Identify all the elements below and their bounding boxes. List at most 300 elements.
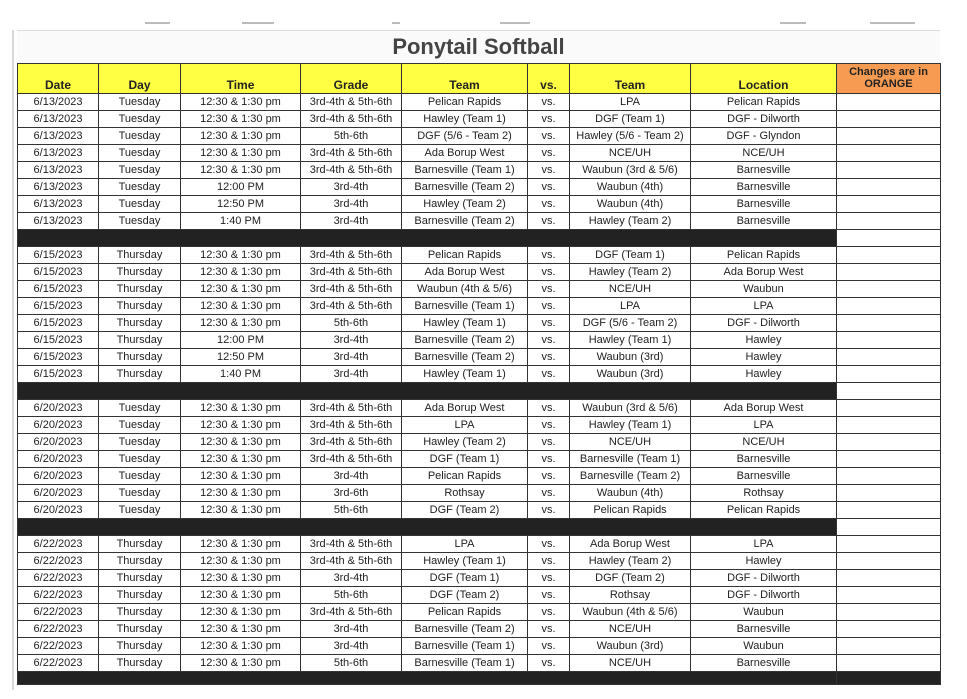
date-cell: 6/13/2023	[18, 145, 99, 162]
day-cell: Tuesday	[99, 145, 181, 162]
vs-cell: vs.	[528, 145, 570, 162]
team-away-cell: NCE/UH	[570, 281, 691, 298]
date-cell: 6/20/2023	[18, 434, 99, 451]
location-cell: Waubun	[691, 281, 837, 298]
location-cell: NCE/UH	[691, 145, 837, 162]
team-away-cell: Waubun (4th)	[570, 179, 691, 196]
vs-cell: vs.	[528, 281, 570, 298]
header-time: Time	[181, 64, 301, 94]
team-home-cell: Ada Borup West	[402, 145, 528, 162]
separator-row	[18, 383, 941, 400]
team-away-cell: Hawley (Team 1)	[570, 332, 691, 349]
day-cell: Thursday	[99, 570, 181, 587]
date-cell: 6/15/2023	[18, 315, 99, 332]
team-home-cell: Pelican Rapids	[402, 468, 528, 485]
table-row	[18, 536, 941, 553]
table-row	[18, 111, 941, 128]
grade-cell: 3rd-4th & 5th-6th	[301, 162, 402, 179]
header-changes: Changes are in ORANGE	[837, 64, 941, 94]
team-away-cell: DGF (Team 1)	[570, 247, 691, 264]
team-away-cell: NCE/UH	[570, 434, 691, 451]
changes-cell	[837, 553, 941, 570]
schedule-body	[18, 94, 941, 685]
team-away-cell: Rothsay	[570, 587, 691, 604]
grade-cell: 3rd-4th	[301, 366, 402, 383]
team-away-cell: Waubun (3rd & 5/6)	[570, 162, 691, 179]
date-cell: 6/13/2023	[18, 128, 99, 145]
grade-cell: 3rd-4th & 5th-6th	[301, 553, 402, 570]
table-row	[18, 162, 941, 179]
team-away-cell: DGF (5/6 - Team 2)	[570, 315, 691, 332]
team-home-cell: Pelican Rapids	[402, 94, 528, 111]
date-cell: 6/22/2023	[18, 536, 99, 553]
date-cell: 6/15/2023	[18, 349, 99, 366]
table-row	[18, 485, 941, 502]
location-cell: Ada Borup West	[691, 400, 837, 417]
location-cell: DGF - Glyndon	[691, 128, 837, 145]
changes-cell	[837, 196, 941, 213]
day-cell: Thursday	[99, 298, 181, 315]
grade-cell: 3rd-4th	[301, 349, 402, 366]
grade-cell: 3rd-6th	[301, 485, 402, 502]
table-row	[18, 315, 941, 332]
location-cell: Barnesville	[691, 468, 837, 485]
location-cell: Barnesville	[691, 451, 837, 468]
date-cell: 6/20/2023	[18, 468, 99, 485]
team-home-cell: Hawley (Team 1)	[402, 315, 528, 332]
location-cell: LPA	[691, 417, 837, 434]
location-cell: DGF - Dilworth	[691, 587, 837, 604]
vs-cell: vs.	[528, 638, 570, 655]
team-away-cell: Barnesville (Team 2)	[570, 468, 691, 485]
header-grade: Grade	[301, 64, 402, 94]
grade-cell: 3rd-4th & 5th-6th	[301, 247, 402, 264]
header-location: Location	[691, 64, 837, 94]
team-away-cell: NCE/UH	[570, 655, 691, 672]
time-cell: 12:30 & 1:30 pm	[181, 570, 301, 587]
header-day: Day	[99, 64, 181, 94]
day-cell: Tuesday	[99, 162, 181, 179]
location-cell: Barnesville	[691, 179, 837, 196]
grade-cell: 3rd-4th & 5th-6th	[301, 298, 402, 315]
day-cell: Tuesday	[99, 434, 181, 451]
vs-cell: vs.	[528, 366, 570, 383]
grade-cell: 5th-6th	[301, 587, 402, 604]
changes-cell	[837, 604, 941, 621]
table-row	[18, 349, 941, 366]
vs-cell: vs.	[528, 332, 570, 349]
team-home-cell: Hawley (Team 2)	[402, 434, 528, 451]
time-cell: 12:30 & 1:30 pm	[181, 587, 301, 604]
time-cell: 12:30 & 1:30 pm	[181, 621, 301, 638]
separator-row	[18, 672, 941, 685]
team-home-cell: Barnesville (Team 1)	[402, 162, 528, 179]
vs-cell: vs.	[528, 128, 570, 145]
changes-cell	[837, 570, 941, 587]
team-home-cell: Pelican Rapids	[402, 247, 528, 264]
day-cell: Thursday	[99, 553, 181, 570]
vs-cell: vs.	[528, 621, 570, 638]
date-cell: 6/13/2023	[18, 111, 99, 128]
team-away-cell: Hawley (Team 2)	[570, 264, 691, 281]
team-home-cell: LPA	[402, 536, 528, 553]
day-cell: Tuesday	[99, 213, 181, 230]
grade-cell: 3rd-4th & 5th-6th	[301, 264, 402, 281]
date-cell: 6/20/2023	[18, 502, 99, 519]
changes-cell	[837, 145, 941, 162]
day-cell: Thursday	[99, 638, 181, 655]
table-row	[18, 570, 941, 587]
grade-cell: 5th-6th	[301, 128, 402, 145]
day-cell: Tuesday	[99, 417, 181, 434]
table-row	[18, 366, 941, 383]
table-row	[18, 213, 941, 230]
grade-cell: 5th-6th	[301, 655, 402, 672]
table-row	[18, 434, 941, 451]
table-row	[18, 179, 941, 196]
grade-cell: 5th-6th	[301, 315, 402, 332]
changes-cell	[837, 332, 941, 349]
location-cell: Waubun	[691, 638, 837, 655]
table-row	[18, 145, 941, 162]
time-cell: 12:50 PM	[181, 349, 301, 366]
location-cell: Hawley	[691, 553, 837, 570]
table-row	[18, 417, 941, 434]
vs-cell: vs.	[528, 502, 570, 519]
vs-cell: vs.	[528, 536, 570, 553]
location-cell: Hawley	[691, 332, 837, 349]
team-home-cell: Rothsay	[402, 485, 528, 502]
changes-cell	[837, 468, 941, 485]
date-cell: 6/15/2023	[18, 332, 99, 349]
grade-cell: 3rd-4th & 5th-6th	[301, 451, 402, 468]
location-cell: Barnesville	[691, 196, 837, 213]
team-home-cell: Hawley (Team 1)	[402, 111, 528, 128]
grade-cell: 3rd-4th	[301, 468, 402, 485]
table-row	[18, 553, 941, 570]
changes-cell	[837, 536, 941, 553]
team-away-cell: DGF (Team 2)	[570, 570, 691, 587]
grade-cell: 3rd-4th	[301, 621, 402, 638]
table-row	[18, 281, 941, 298]
grade-cell: 3rd-4th & 5th-6th	[301, 604, 402, 621]
separator-row	[18, 519, 941, 536]
vs-cell: vs.	[528, 468, 570, 485]
date-cell: 6/22/2023	[18, 621, 99, 638]
changes-cell	[837, 400, 941, 417]
team-away-cell: Hawley (Team 1)	[570, 417, 691, 434]
date-cell: 6/15/2023	[18, 247, 99, 264]
vs-cell: vs.	[528, 587, 570, 604]
time-cell: 12:30 & 1:30 pm	[181, 485, 301, 502]
team-home-cell: Barnesville (Team 1)	[402, 298, 528, 315]
day-cell: Thursday	[99, 332, 181, 349]
day-cell: Tuesday	[99, 485, 181, 502]
changes-cell	[837, 485, 941, 502]
table-row	[18, 128, 941, 145]
location-cell: LPA	[691, 536, 837, 553]
changes-cell	[837, 417, 941, 434]
vs-cell: vs.	[528, 196, 570, 213]
table-row	[18, 264, 941, 281]
changes-cell	[837, 264, 941, 281]
time-cell: 12:30 & 1:30 pm	[181, 434, 301, 451]
time-cell: 12:30 & 1:30 pm	[181, 281, 301, 298]
team-home-cell: Pelican Rapids	[402, 604, 528, 621]
changes-cell	[837, 111, 941, 128]
team-home-cell: Barnesville (Team 2)	[402, 621, 528, 638]
grade-cell: 3rd-4th & 5th-6th	[301, 536, 402, 553]
changes-cell	[837, 672, 941, 685]
changes-cell	[837, 434, 941, 451]
grade-cell: 3rd-4th	[301, 179, 402, 196]
scan-edge	[12, 30, 14, 690]
time-cell: 12:30 & 1:30 pm	[181, 468, 301, 485]
location-cell: Barnesville	[691, 655, 837, 672]
table-row	[18, 638, 941, 655]
team-home-cell: Hawley (Team 1)	[402, 366, 528, 383]
date-cell: 6/20/2023	[18, 400, 99, 417]
day-cell: Thursday	[99, 281, 181, 298]
vs-cell: vs.	[528, 417, 570, 434]
time-cell: 12:30 & 1:30 pm	[181, 417, 301, 434]
table-row	[18, 604, 941, 621]
table-row	[18, 298, 941, 315]
team-away-cell: Barnesville (Team 1)	[570, 451, 691, 468]
vs-cell: vs.	[528, 94, 570, 111]
separator-bar	[18, 672, 837, 685]
changes-cell	[837, 621, 941, 638]
time-cell: 12:00 PM	[181, 332, 301, 349]
vs-cell: vs.	[528, 111, 570, 128]
time-cell: 12:30 & 1:30 pm	[181, 145, 301, 162]
location-cell: DGF - Dilworth	[691, 570, 837, 587]
table-row	[18, 400, 941, 417]
team-away-cell: LPA	[570, 94, 691, 111]
date-cell: 6/13/2023	[18, 162, 99, 179]
grade-cell: 3rd-4th & 5th-6th	[301, 111, 402, 128]
time-cell: 12:30 & 1:30 pm	[181, 638, 301, 655]
separator-bar	[18, 383, 837, 400]
day-cell: Thursday	[99, 587, 181, 604]
table-row	[18, 247, 941, 264]
vs-cell: vs.	[528, 400, 570, 417]
changes-cell	[837, 162, 941, 179]
team-away-cell: Ada Borup West	[570, 536, 691, 553]
team-home-cell: Barnesville (Team 2)	[402, 332, 528, 349]
vs-cell: vs.	[528, 434, 570, 451]
date-cell: 6/22/2023	[18, 604, 99, 621]
team-home-cell: LPA	[402, 417, 528, 434]
day-cell: Tuesday	[99, 94, 181, 111]
date-cell: 6/13/2023	[18, 196, 99, 213]
table-row	[18, 94, 941, 111]
date-cell: 6/22/2023	[18, 638, 99, 655]
changes-cell	[837, 655, 941, 672]
time-cell: 12:30 & 1:30 pm	[181, 162, 301, 179]
changes-cell	[837, 247, 941, 264]
day-cell: Thursday	[99, 604, 181, 621]
team-away-cell: Waubun (4th)	[570, 196, 691, 213]
team-home-cell: Barnesville (Team 2)	[402, 349, 528, 366]
grade-cell: 3rd-4th & 5th-6th	[301, 145, 402, 162]
team-home-cell: Barnesville (Team 1)	[402, 638, 528, 655]
day-cell: Tuesday	[99, 502, 181, 519]
header-row	[18, 64, 941, 94]
header-team-away: Team	[570, 64, 691, 94]
vs-cell: vs.	[528, 451, 570, 468]
changes-cell	[837, 383, 941, 400]
time-cell: 12:30 & 1:30 pm	[181, 298, 301, 315]
vs-cell: vs.	[528, 264, 570, 281]
day-cell: Tuesday	[99, 400, 181, 417]
time-cell: 12:30 & 1:30 pm	[181, 247, 301, 264]
team-home-cell: Barnesville (Team 2)	[402, 179, 528, 196]
team-away-cell: DGF (Team 1)	[570, 111, 691, 128]
team-away-cell: NCE/UH	[570, 621, 691, 638]
changes-cell	[837, 298, 941, 315]
team-home-cell: DGF (Team 1)	[402, 451, 528, 468]
day-cell: Thursday	[99, 264, 181, 281]
table-row	[18, 587, 941, 604]
grade-cell: 3rd-4th	[301, 638, 402, 655]
team-home-cell: DGF (Team 1)	[402, 570, 528, 587]
table-row	[18, 196, 941, 213]
date-cell: 6/22/2023	[18, 587, 99, 604]
date-cell: 6/22/2023	[18, 553, 99, 570]
team-home-cell: Hawley (Team 2)	[402, 196, 528, 213]
vs-cell: vs.	[528, 349, 570, 366]
separator-bar	[18, 519, 837, 536]
day-cell: Thursday	[99, 655, 181, 672]
grade-cell: 3rd-4th	[301, 332, 402, 349]
team-away-cell: NCE/UH	[570, 145, 691, 162]
grade-cell: 5th-6th	[301, 502, 402, 519]
team-away-cell: Waubun (3rd)	[570, 366, 691, 383]
header-date: Date	[18, 64, 99, 94]
table-row	[18, 502, 941, 519]
location-cell: Ada Borup West	[691, 264, 837, 281]
table-row	[18, 621, 941, 638]
date-cell: 6/22/2023	[18, 655, 99, 672]
grade-cell: 3rd-4th & 5th-6th	[301, 400, 402, 417]
day-cell: Tuesday	[99, 128, 181, 145]
changes-cell	[837, 638, 941, 655]
page-title: Ponytail Softball	[17, 30, 940, 63]
time-cell: 12:30 & 1:30 pm	[181, 451, 301, 468]
location-cell: Hawley	[691, 349, 837, 366]
changes-cell	[837, 128, 941, 145]
changes-cell	[837, 519, 941, 536]
team-home-cell: DGF (Team 2)	[402, 587, 528, 604]
team-away-cell: Waubun (4th & 5/6)	[570, 604, 691, 621]
vs-cell: vs.	[528, 553, 570, 570]
time-cell: 1:40 PM	[181, 213, 301, 230]
date-cell: 6/13/2023	[18, 94, 99, 111]
grade-cell: 3rd-4th	[301, 570, 402, 587]
header-team-home: Team	[402, 64, 528, 94]
vs-cell: vs.	[528, 485, 570, 502]
vs-cell: vs.	[528, 298, 570, 315]
time-cell: 12:50 PM	[181, 196, 301, 213]
separator-row	[18, 230, 941, 247]
table-row	[18, 655, 941, 672]
time-cell: 12:30 & 1:30 pm	[181, 264, 301, 281]
time-cell: 12:30 & 1:30 pm	[181, 536, 301, 553]
grade-cell: 3rd-4th & 5th-6th	[301, 417, 402, 434]
team-away-cell: Waubun (3rd)	[570, 349, 691, 366]
day-cell: Tuesday	[99, 451, 181, 468]
team-away-cell: LPA	[570, 298, 691, 315]
location-cell: Rothsay	[691, 485, 837, 502]
schedule-table	[17, 63, 941, 685]
team-away-cell: Hawley (Team 2)	[570, 553, 691, 570]
location-cell: LPA	[691, 298, 837, 315]
time-cell: 1:40 PM	[181, 366, 301, 383]
day-cell: Thursday	[99, 621, 181, 638]
team-away-cell: Hawley (Team 2)	[570, 213, 691, 230]
changes-cell	[837, 179, 941, 196]
day-cell: Thursday	[99, 366, 181, 383]
time-cell: 12:30 & 1:30 pm	[181, 604, 301, 621]
changes-cell	[837, 587, 941, 604]
day-cell: Thursday	[99, 247, 181, 264]
grade-cell: 3rd-4th	[301, 196, 402, 213]
time-cell: 12:30 & 1:30 pm	[181, 111, 301, 128]
location-cell: Barnesville	[691, 162, 837, 179]
time-cell: 12:30 & 1:30 pm	[181, 128, 301, 145]
team-away-cell: Waubun (3rd & 5/6)	[570, 400, 691, 417]
location-cell: DGF - Dilworth	[691, 315, 837, 332]
vs-cell: vs.	[528, 570, 570, 587]
grade-cell: 3rd-4th & 5th-6th	[301, 94, 402, 111]
team-away-cell: Waubun (4th)	[570, 485, 691, 502]
date-cell: 6/15/2023	[18, 264, 99, 281]
date-cell: 6/20/2023	[18, 485, 99, 502]
vs-cell: vs.	[528, 315, 570, 332]
vs-cell: vs.	[528, 179, 570, 196]
table-row	[18, 332, 941, 349]
location-cell: Hawley	[691, 366, 837, 383]
location-cell: Pelican Rapids	[691, 247, 837, 264]
table-row	[18, 451, 941, 468]
changes-cell	[837, 451, 941, 468]
scan-marks	[0, 22, 967, 28]
time-cell: 12:30 & 1:30 pm	[181, 315, 301, 332]
team-away-cell: Waubun (3rd)	[570, 638, 691, 655]
team-home-cell: Barnesville (Team 2)	[402, 213, 528, 230]
day-cell: Tuesday	[99, 179, 181, 196]
day-cell: Tuesday	[99, 468, 181, 485]
grade-cell: 3rd-4th	[301, 213, 402, 230]
vs-cell: vs.	[528, 247, 570, 264]
time-cell: 12:30 & 1:30 pm	[181, 94, 301, 111]
day-cell: Thursday	[99, 349, 181, 366]
location-cell: Pelican Rapids	[691, 502, 837, 519]
location-cell: Barnesville	[691, 621, 837, 638]
grade-cell: 3rd-4th & 5th-6th	[301, 434, 402, 451]
team-away-cell: Hawley (5/6 - Team 2)	[570, 128, 691, 145]
day-cell: Tuesday	[99, 111, 181, 128]
table-row	[18, 468, 941, 485]
team-home-cell: DGF (Team 2)	[402, 502, 528, 519]
vs-cell: vs.	[528, 604, 570, 621]
team-home-cell: DGF (5/6 - Team 2)	[402, 128, 528, 145]
location-cell: NCE/UH	[691, 434, 837, 451]
day-cell: Thursday	[99, 315, 181, 332]
team-away-cell: Pelican Rapids	[570, 502, 691, 519]
team-home-cell: Ada Borup West	[402, 400, 528, 417]
